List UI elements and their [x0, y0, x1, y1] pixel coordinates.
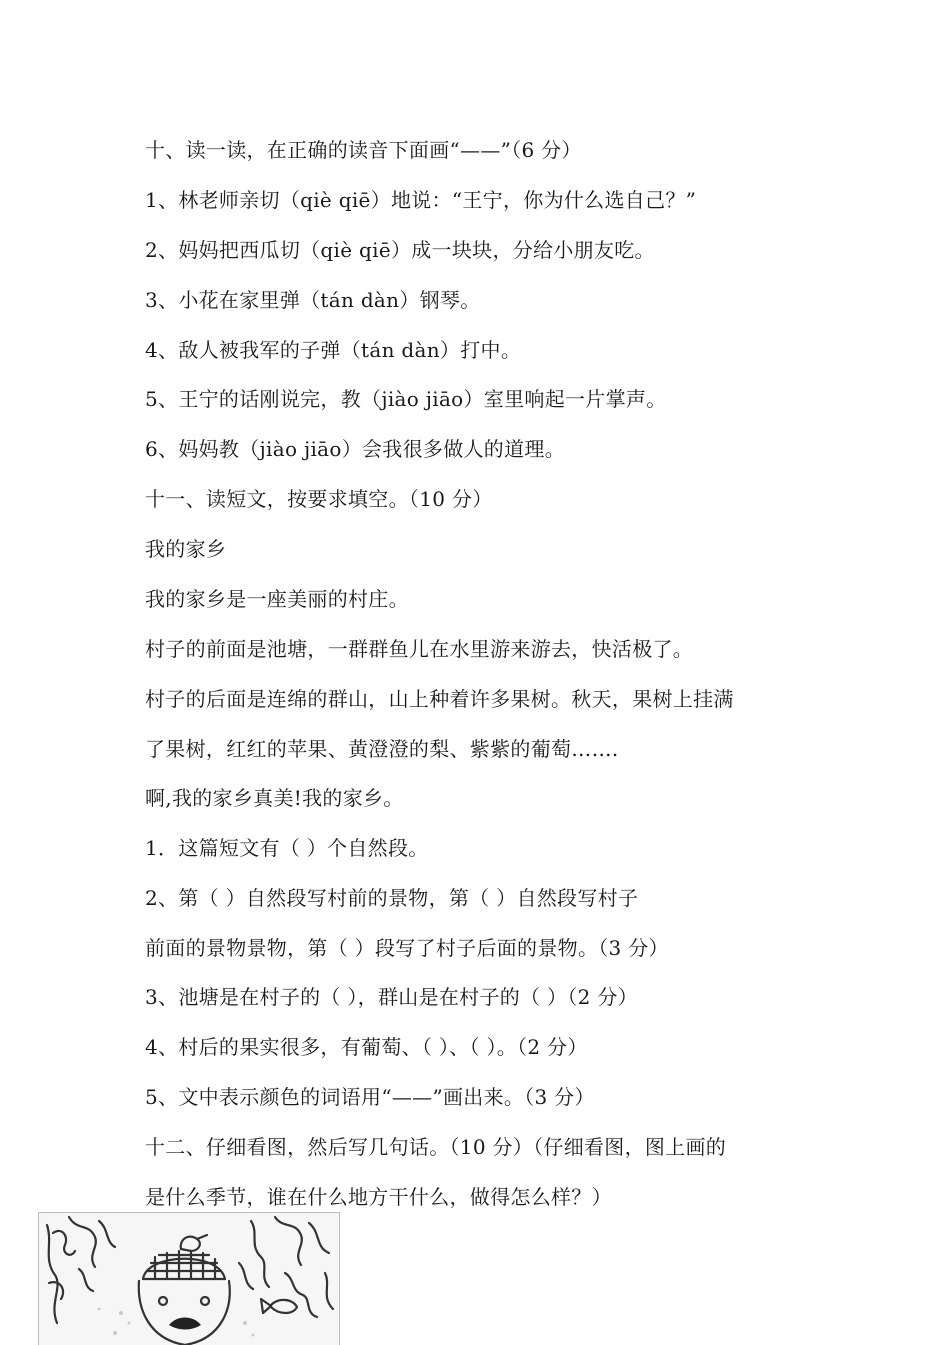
line-drawing-image — [39, 1213, 339, 1345]
question-11-2-line-2: 前面的景物景物，第（ ）段写了村子后面的景物。（3 分） — [145, 936, 669, 960]
passage-paragraph-3-line-2: 了果树，红红的苹果、黄澄澄的梨、紫紫的葡萄……. — [145, 737, 619, 761]
question-10-6: 6、妈妈教（jiào jiāo）会我很多做人的道理。 — [145, 437, 566, 461]
question-11-3: 3、池塘是在村子的（ ），群山是在村子的（ ）（2 分） — [145, 985, 638, 1009]
question-10-5: 5、王宁的话刚说完，教（jiào jiāo）室里响起一片掌声。 — [145, 387, 667, 411]
question-10-2: 2、妈妈把西瓜切（qiè qiē）成一块块，分给小朋友吃。 — [145, 238, 655, 262]
passage-title: 我的家乡 — [145, 537, 227, 561]
question-11-2-line-1: 2、第（ ）自然段写村前的景物，第（ ）自然段写村子 — [145, 886, 639, 910]
question-11-1: 1．这篇短文有（ ）个自然段。 — [145, 836, 429, 860]
section-11-heading: 十一、读短文，按要求填空。（10 分） — [145, 487, 493, 511]
passage-paragraph-1: 我的家乡是一座美丽的村庄。 — [145, 587, 409, 611]
passage-paragraph-2: 村子的前面是池塘，一群群鱼儿在水里游来游去，快活极了。 — [145, 637, 694, 661]
question-11-5: 5、文中表示颜色的词语用“——”画出来。（3 分） — [145, 1085, 595, 1109]
section-12-heading-line-2: 是什么季节，谁在什么地方干什么，做得怎么样？） — [145, 1185, 612, 1209]
picture-illustration — [38, 1212, 340, 1345]
passage-paragraph-4: 啊,我的家乡真美!我的家乡。 — [145, 786, 404, 810]
question-10-1: 1、林老师亲切（qiè qiē）地说：“王宁，你为什么选自己？” — [145, 188, 697, 212]
question-10-3: 3、小花在家里弹（tán dàn）钢琴。 — [145, 288, 481, 312]
question-10-4: 4、敌人被我军的子弹（tán dàn）打中。 — [145, 338, 522, 362]
passage-paragraph-3-line-1: 村子的后面是连绵的群山，山上种着许多果树。秋天，果树上挂满 — [145, 687, 734, 711]
question-11-4: 4、村后的果实很多，有葡萄、（ ）、（ ）。（2 分） — [145, 1035, 588, 1059]
section-12-heading-line-1: 十二、仔细看图，然后写几句话。（10 分）（仔细看图，图上画的 — [145, 1135, 727, 1159]
section-10-heading: 十、读一读，在正确的读音下面画“——”（6 分） — [145, 138, 582, 162]
